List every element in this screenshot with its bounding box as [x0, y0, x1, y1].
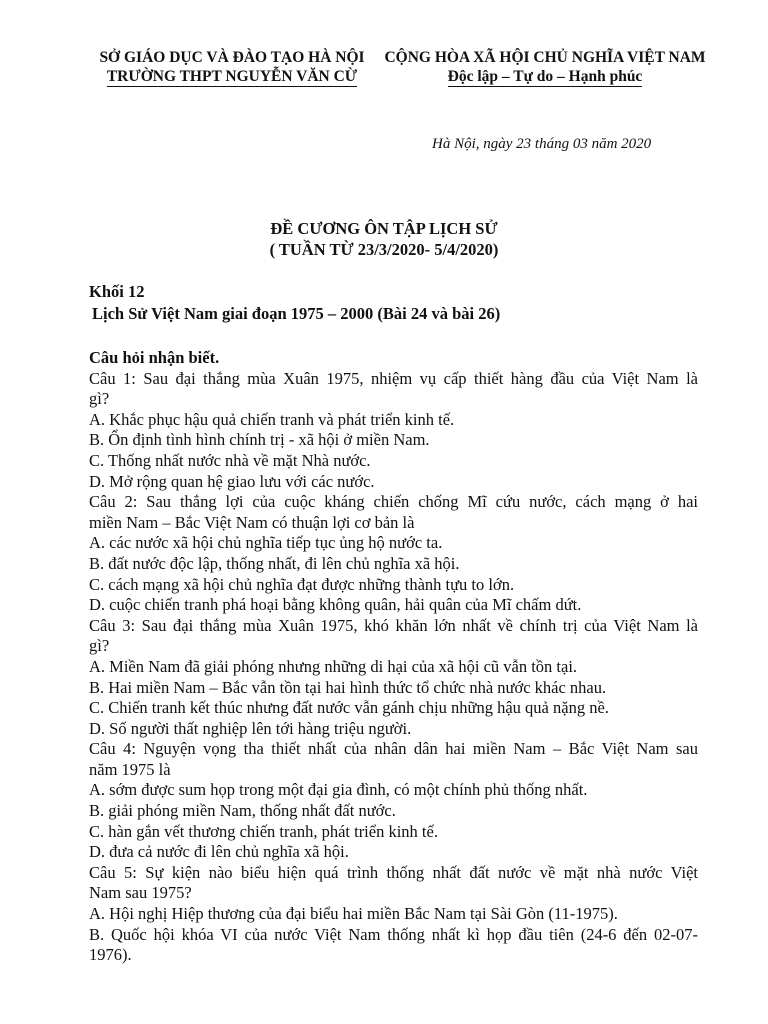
- question-4-text-cont: năm 1975 là: [89, 759, 171, 779]
- document-date: Hà Nội, ngày 23 tháng 03 năm 2020: [432, 136, 652, 152]
- subject-heading: Lịch Sử Việt Nam giai đoạn 1975 – 2000 (Bài 24 và bài 26): [92, 304, 501, 323]
- title-line-1: ĐỀ CƯƠNG ÔN TẬP LỊCH SỬ: [270, 219, 498, 238]
- question-5-option-b: B. Quốc hội khóa VI của nước Việt Nam thống nhất kì họp đầu tiên (24-6 đến 02-07-: [89, 924, 698, 944]
- question-3-option-a: A. Miền Nam đã giải phóng nhưng những di hại của xã hội cũ vẫn tồn tại.: [89, 656, 578, 676]
- question-3-option-d: D. Số người thất nghiệp lên tới hàng triệu người.: [89, 718, 412, 738]
- question-2-option-c: C. cách mạng xã hội chủ nghĩa đạt được những thành tựu to lớn.: [89, 574, 515, 594]
- question-4-text: Câu 4: Nguyện vọng tha thiết nhất của nhân dân hai miền Nam – Bắc Việt Nam sau: [89, 739, 698, 759]
- school-name: TRƯỜNG THPT NGUYỄN VĂN CỪ: [106, 68, 358, 85]
- question-3-text-cont: gì?: [89, 636, 110, 656]
- national-title: CỘNG HÒA XÃ HỘI CHỦ NGHĨA VIỆT NAM: [384, 49, 706, 66]
- question-4-option-b: B. giải phóng miền Nam, thống nhất đất nước.: [89, 801, 396, 821]
- document-title: [0, 218, 768, 260]
- question-1-text-cont: gì?: [89, 389, 110, 409]
- question-3-text: Câu 3: Sau đại thắng mùa Xuân 1975, khó khăn lớn nhất về chính trị của Việt Nam là: [89, 615, 698, 635]
- title-line-2: ( TUẦN TỪ 23/3/2020- 5/4/2020): [269, 240, 499, 259]
- question-2-option-b: B. đất nước độc lập, thống nhất, đi lên chủ nghĩa xã hội.: [89, 553, 460, 573]
- header-left: [96, 48, 368, 87]
- header-right: [380, 48, 710, 87]
- question-1-option-d: D. Mở rộng quan hệ giao lưu với các nước.: [89, 471, 375, 491]
- question-3-option-c: C. Chiến tranh kết thúc nhưng đất nước vẫn gánh chịu những hậu quả nặng nề.: [89, 698, 609, 718]
- question-list: [89, 348, 698, 966]
- question-2-option-d: D. cuộc chiến tranh phá hoại bằng không quân, hải quân của Mĩ chấm dứt.: [89, 595, 582, 615]
- question-2-option-a: A. các nước xã hội chủ nghĩa tiếp tục ủng hộ nước ta.: [89, 533, 443, 553]
- grade-label: Khối 12: [89, 282, 145, 301]
- question-5-text-cont: Nam sau 1975?: [89, 883, 192, 903]
- question-2-text: Câu 2: Sau thắng lợi của cuộc kháng chiến chống Mĩ cứu nước, cách mạng ở hai: [89, 492, 698, 512]
- question-4-option-d: D. đưa cả nước đi lên chủ nghĩa xã hội.: [89, 842, 349, 862]
- question-1-option-c: C. Thống nhất nước nhà về mặt Nhà nước.: [89, 450, 371, 470]
- question-1-text: Câu 1: Sau đại thắng mùa Xuân 1975, nhiệm vụ cấp thiết hàng đầu của Việt Nam là: [89, 368, 698, 388]
- question-4-option-c: C. hàn gắn vết thương chiến tranh, phát triển kinh tế.: [89, 821, 438, 841]
- national-motto: Độc lập – Tự do – Hạnh phúc: [447, 68, 643, 85]
- question-1-option-b: B. Ổn định tình hình chính trị - xã hội ở miền Nam.: [89, 430, 430, 450]
- question-5-option-b-cont: 1976).: [89, 945, 132, 965]
- question-2-text-cont: miền Nam – Bắc Việt Nam có thuận lợi cơ bản là: [89, 512, 415, 532]
- question-1-option-a: A. Khắc phục hậu quả chiến tranh và phát triển kinh tế.: [89, 409, 455, 429]
- question-3-option-b: B. Hai miền Nam – Bắc vẫn tồn tại hai hình thức tổ chức nhà nước khác nhau.: [89, 677, 607, 697]
- section-heading: Câu hỏi nhận biết.: [89, 348, 220, 367]
- question-5-option-a: A. Hội nghị Hiệp thương của đại biểu hai miền Bắc Nam tại Sài Gòn (11-1975).: [89, 904, 618, 924]
- department-name: SỞ GIÁO DỤC VÀ ĐÀO TẠO HÀ NỘI: [99, 49, 365, 66]
- question-5-text: Câu 5: Sự kiện nào biểu hiện quá trình thống nhất đất nước về mặt nhà nước Việt: [89, 862, 698, 882]
- question-4-option-a: A. sớm được sum họp trong một đại gia đình, có một chính phủ thống nhất.: [89, 780, 588, 800]
